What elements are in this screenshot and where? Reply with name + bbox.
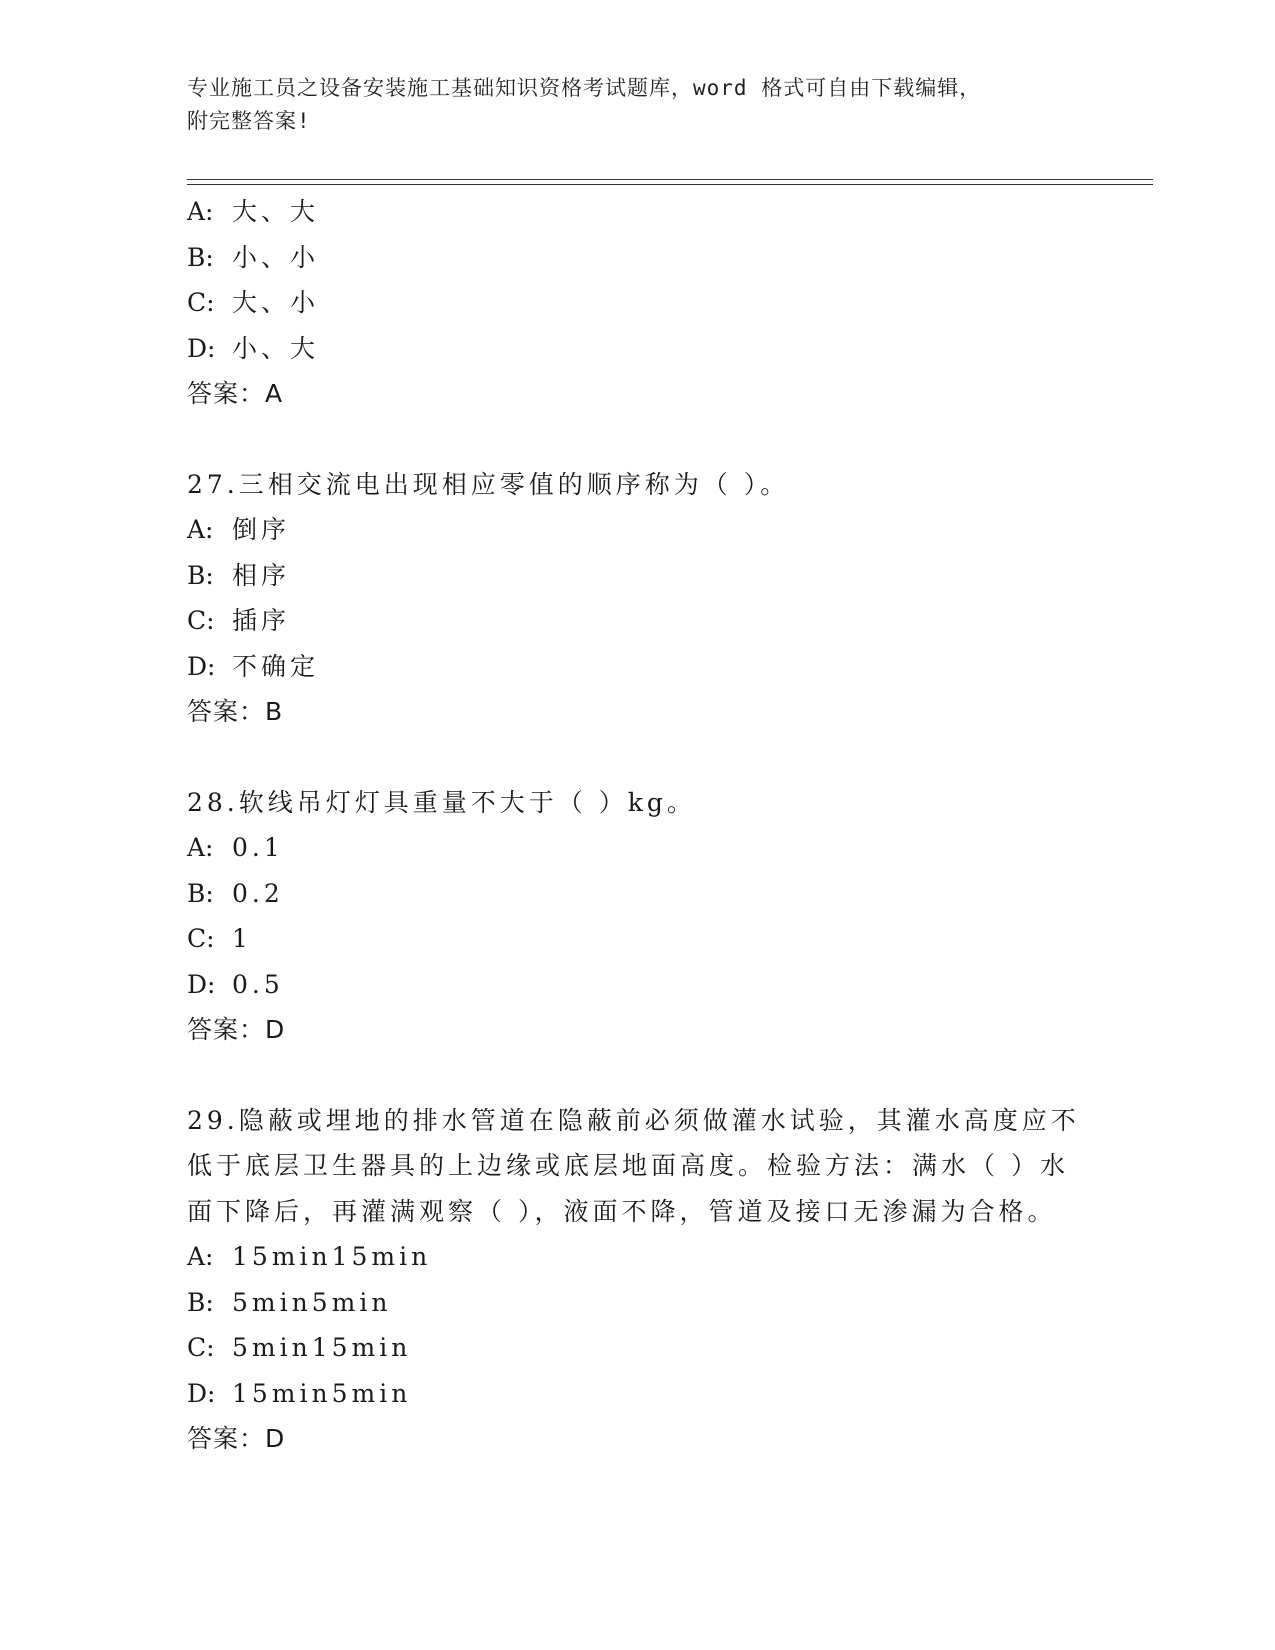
question-stem-line-2: 低于底层卫生器具的上边缘或底层地面高度。检验方法：满水（ ）水 (187, 1151, 1069, 1180)
option-a: A: 0.1 (187, 833, 284, 862)
option-b: B: 小、小 (187, 242, 320, 272)
option-c: C: 大、小 (187, 288, 320, 317)
option-c: C: 插序 (187, 606, 291, 635)
question-28 (187, 780, 1087, 1053)
option-d: D: 15min5min (187, 1378, 412, 1408)
answer: 答案：D (187, 1424, 286, 1453)
question-list (187, 189, 1087, 1462)
option-b: B: 5min5min (187, 1287, 392, 1317)
header-line-1: 专业施工员之设备安装施工基础知识资格考试题库，word 格式可自由下载编辑， (187, 76, 982, 100)
option-b: B: 0.2 (187, 878, 284, 908)
option-c: C: 1 (187, 924, 252, 953)
question-27 (187, 462, 1087, 735)
answer: 答案：D (187, 1015, 286, 1044)
option-d: D: 0.5 (187, 969, 284, 999)
option-b: B: 相序 (187, 560, 291, 590)
option-a: A: 15min15min (187, 1242, 432, 1271)
question-29 (187, 1098, 1087, 1462)
header-divider-top (187, 179, 1153, 180)
question-26 (187, 189, 1087, 417)
header-line-2: 附完整答案! (187, 109, 311, 133)
question-stem: 27.三相交流电出现相应零值的顺序称为（ ）。 (187, 469, 790, 499)
question-stem-line-3: 面下降后，再灌满观察（ ），液面不降，管道及接口无渗漏为合格。 (187, 1196, 1057, 1226)
document-header (187, 72, 1067, 138)
question-stem: 28.软线吊灯灯具重量不大于（ ）kg。 (187, 787, 696, 817)
header-divider-bottom (187, 184, 1153, 185)
option-d: D: 不确定 (187, 651, 320, 681)
answer: 答案：A (187, 379, 284, 408)
option-a: A: 倒序 (187, 515, 291, 544)
option-d: D: 小、大 (187, 333, 320, 363)
option-c: C: 5min15min (187, 1333, 412, 1362)
answer: 答案：B (187, 697, 284, 726)
option-a: A: 大、大 (187, 197, 320, 226)
question-stem-line-1: 29.隐蔽或埋地的排水管道在隐蔽前必须做灌水试验，其灌水高度应不 (187, 1105, 1080, 1135)
